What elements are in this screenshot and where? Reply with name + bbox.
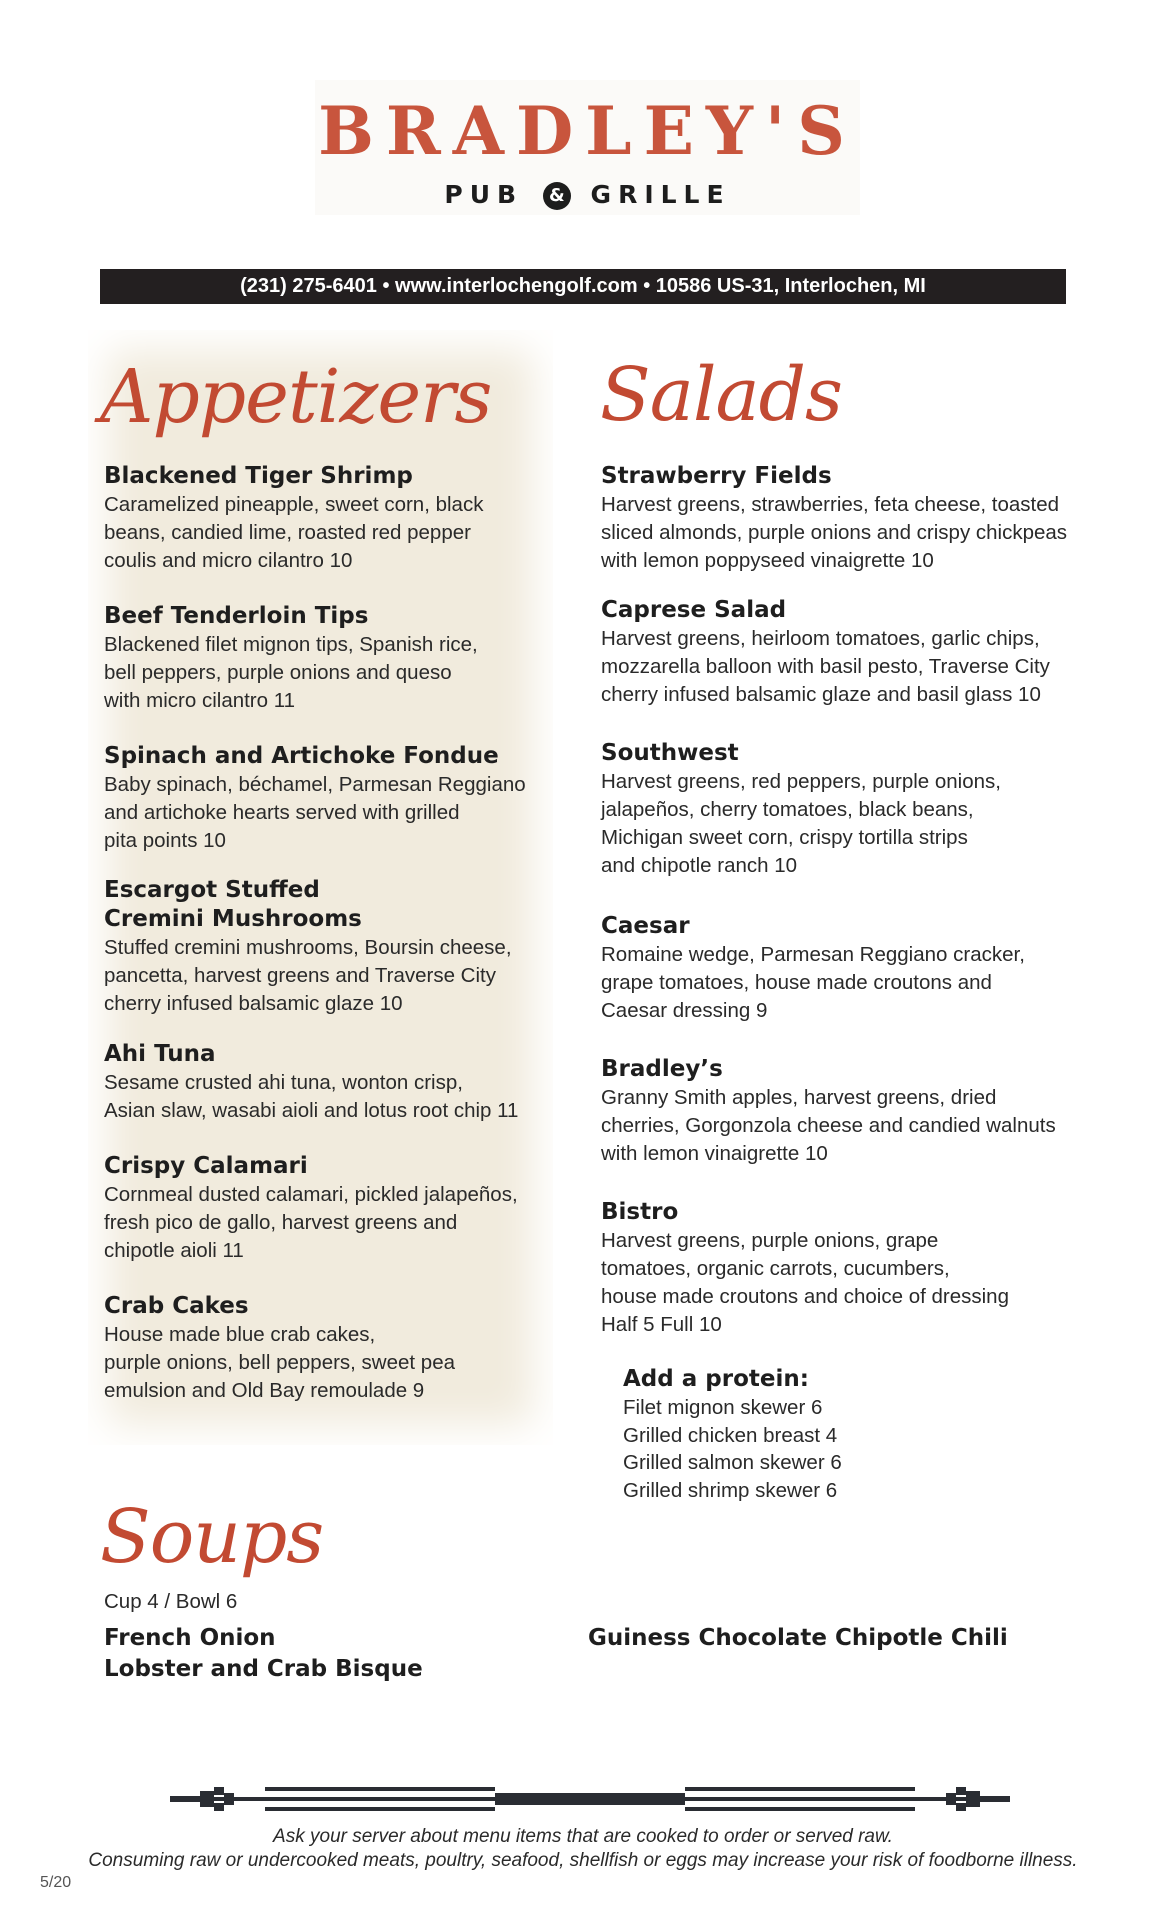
appetizer-item xyxy=(104,1040,544,1125)
appetizers-heading: Appetizers xyxy=(100,354,492,440)
protein-title: Add a protein: xyxy=(623,1366,809,1392)
item-desc-line: House made blue crab cakes, xyxy=(104,1323,376,1346)
item-title: Southwest xyxy=(601,740,739,766)
item-desc-line: Caramelized pineapple, sweet corn, black xyxy=(104,493,484,516)
item-desc-line: chipotle aioli 11 xyxy=(104,1239,244,1262)
item-desc-line: Half 5 Full 10 xyxy=(601,1313,722,1336)
item-title-line2: Cremini Mushrooms xyxy=(104,906,362,932)
item-desc-line: Baby spinach, béchamel, Parmesan Reggiano xyxy=(104,773,526,796)
item-desc-line: Michigan sweet corn, crispy tortilla strips xyxy=(601,826,968,849)
logo-title: BRADLEY'S xyxy=(318,92,857,170)
logo-ampersand: & xyxy=(543,182,571,210)
protein-option: Filet mignon skewer 6 xyxy=(623,1396,823,1419)
appetizer-item xyxy=(104,1292,544,1405)
item-title: Beef Tenderloin Tips xyxy=(104,603,369,629)
item-desc-line: with lemon vinaigrette 10 xyxy=(601,1142,828,1165)
appetizer-item xyxy=(104,462,544,575)
soups-heading: Soups xyxy=(100,1494,324,1580)
logo-sub-left: PUB xyxy=(444,180,524,209)
salad-item xyxy=(601,739,1091,880)
item-desc-line: mozzarella balloon with basil pesto, Traverse City xyxy=(601,655,1050,678)
protein-option: Grilled shrimp skewer 6 xyxy=(623,1478,838,1502)
soup-item: French Onion xyxy=(104,1625,276,1651)
item-desc-line: sliced almonds, purple onions and crispy chickpeas xyxy=(601,521,1068,544)
item-desc-line: with lemon poppyseed vinaigrette 10 xyxy=(601,549,934,572)
item-title: Bistro xyxy=(601,1199,679,1225)
item-title: Escargot Stuffed xyxy=(104,877,320,903)
appetizer-item xyxy=(104,602,544,715)
contact-bar: (231) 275-6401 • www.interlochengolf.com • 10586 US-31, Interlochen, MI xyxy=(100,269,1066,304)
item-desc-line: Harvest greens, heirloom tomatoes, garlic chips, xyxy=(601,627,1040,650)
item-title: Strawberry Fields xyxy=(601,463,832,489)
item-desc-line: cherry infused balsamic glaze and basil glass 10 xyxy=(601,683,1041,706)
salad-item xyxy=(601,596,1091,709)
item-desc-line: Sesame crusted ahi tuna, wonton crisp, xyxy=(104,1071,463,1094)
item-desc-line: emulsion and Old Bay remoulade 9 xyxy=(104,1379,425,1402)
item-desc-line: beans, candied lime, roasted red pepper xyxy=(104,521,471,544)
item-desc-line: cherries, Gorgonzola cheese and candied walnuts xyxy=(601,1114,1056,1137)
logo-subtitle xyxy=(315,180,860,210)
item-desc-line: Caesar dressing 9 xyxy=(601,999,768,1022)
item-desc-line: Cornmeal dusted calamari, pickled jalapeños, xyxy=(104,1183,518,1206)
soup-item: Guiness Chocolate Chipotle Chili xyxy=(588,1625,1008,1651)
item-desc-line: tomatoes, organic carrots, cucumbers, xyxy=(601,1257,950,1280)
item-desc-line: pancetta, harvest greens and Traverse City xyxy=(104,964,496,987)
logo-sub-right: GRILLE xyxy=(590,180,731,209)
item-desc-line: and artichoke hearts served with grilled xyxy=(104,801,460,824)
salad-item xyxy=(601,1055,1091,1168)
footer-line-1: Ask your server about menu items that are cooked to order or served raw. xyxy=(273,1826,893,1847)
item-desc-line: jalapeños, cherry tomatoes, black beans, xyxy=(601,798,974,821)
page-code: 5/20 xyxy=(40,1874,72,1891)
item-desc-line: Granny Smith apples, harvest greens, dried xyxy=(601,1086,997,1109)
item-title: Blackened Tiger Shrimp xyxy=(104,463,413,489)
protein-option: Grilled chicken breast 4 xyxy=(623,1423,838,1447)
item-desc-line: Harvest greens, red peppers, purple onions, xyxy=(601,770,1001,793)
item-title: Caesar xyxy=(601,913,690,939)
item-desc-line: Blackened filet mignon tips, Spanish rice, xyxy=(104,633,478,656)
item-title: Crispy Calamari xyxy=(104,1153,308,1179)
item-desc-line: coulis and micro cilantro 10 xyxy=(104,549,353,572)
item-title: Caprese Salad xyxy=(601,597,787,623)
appetizer-item xyxy=(104,742,544,855)
item-desc-line: Romaine wedge, Parmesan Reggiano cracker, xyxy=(601,943,1025,966)
footer-line-2: Consuming raw or undercooked meats, poultry, seafood, shellfish or eggs may increase your risk of foodborne illness. xyxy=(88,1850,1078,1871)
item-desc-line: Harvest greens, strawberries, feta cheese, toasted xyxy=(601,493,1060,516)
protein-block xyxy=(623,1365,1023,1504)
item-title: Ahi Tuna xyxy=(104,1041,216,1067)
item-desc-line: and chipotle ranch 10 xyxy=(601,854,798,877)
item-desc-line: bell peppers, purple onions and queso xyxy=(104,661,452,684)
salad-item xyxy=(601,1198,1091,1339)
item-desc-line: pita points 10 xyxy=(104,829,226,852)
salads-heading: Salads xyxy=(600,352,842,438)
item-desc-line: grape tomatoes, house made croutons and xyxy=(601,971,992,994)
item-desc-line: cherry infused balsamic glaze 10 xyxy=(104,992,403,1015)
appetizer-item xyxy=(104,1152,544,1265)
soup-item: Lobster and Crab Bisque xyxy=(104,1656,423,1682)
item-desc-line: Stuffed cremini mushrooms, Boursin cheese, xyxy=(104,936,512,959)
salad-item xyxy=(601,912,1091,1025)
item-desc-line: purple onions, bell peppers, sweet pea xyxy=(104,1351,456,1374)
decorative-divider xyxy=(170,1783,1010,1817)
soups-price: Cup 4 / Bowl 6 xyxy=(104,1590,238,1613)
appetizer-item xyxy=(104,876,544,1018)
item-desc-line: Harvest greens, purple onions, grape xyxy=(601,1229,939,1252)
item-desc-line: house made croutons and choice of dressing xyxy=(601,1285,1009,1308)
item-title: Crab Cakes xyxy=(104,1293,249,1319)
logo xyxy=(315,80,860,215)
item-desc-line: Asian slaw, wasabi aioli and lotus root chip 11 xyxy=(104,1099,519,1122)
item-desc-line: fresh pico de gallo, harvest greens and xyxy=(104,1211,458,1234)
salad-item xyxy=(601,462,1091,575)
item-title: Bradley’s xyxy=(601,1056,723,1082)
protein-option: Grilled salmon skewer 6 xyxy=(623,1451,842,1474)
item-desc-line: with micro cilantro 11 xyxy=(104,689,296,712)
item-title: Spinach and Artichoke Fondue xyxy=(104,743,499,769)
